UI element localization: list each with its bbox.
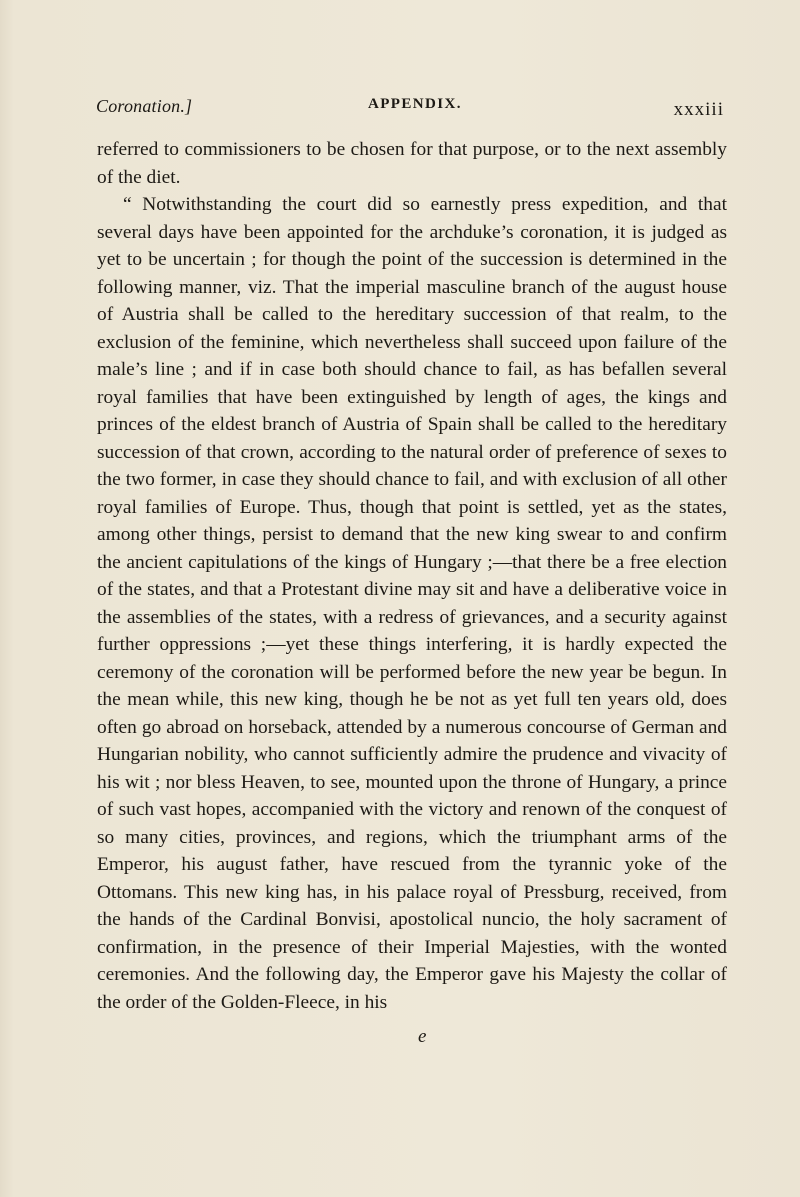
paragraph-quotation: “ Notwithstanding the court did so earnestly press expedition, and that several days have been appointed for the archduke’s coronation, it is judged as yet to be uncertain ; for though the point of the succession is determined in the following manner, viz. That the imperial masculine branch of the august house of Austria shall be called to the hereditary succession of that realm, to the exclusion of the feminine, which nevertheless shall succeed upon failure of the male’s line ; and if in case both should chance to fail, as has befallen several royal families that have been extinguished by length of ages, the kings and princes of the eldest branch of Austria of Spain shall be called to the hereditary succession of that crown, according to the natural order of preference of sexes to the two former, in case they should chance to fail, and with exclusion of all other royal families of Europe. Thus, though that point is settled, yet as the states, among other things, persist to demand that the new king swear to and confirm the ancient capitulations of the kings of Hungary ;—that there be a free election of the states, and that a Protestant divine may sit and have a deliberative voice in the assemblies of the states, with a redress of grievances, and a security against further oppressions ;—yet these things interfering, it is hardly expected the ceremony of the coronation will be performed before the new year be begun. In the mean while, this new king, though he be not as yet full ten years old, does often go abroad on horseback, attended by a numerous concourse of German and Hungarian nobility, who cannot sufficiently admire the prudence and vivacity of his wit ; nor bless Heaven, to see, mounted upon the throne of Hungary, a prince of such vast hopes, accompanied with the victory and renown of the conquest of so many cities, provinces, and regions, which the triumphant arms of the Emperor, his august father, have rescued from the tyrannic yoke of the Ottomans. This new king has, in his palace royal of Pressburg, received, from the hands of the Cardinal Bonvisi, apostolical nuncio, the holy sacrament of confirmation, in the presence of their Imperial Majesties, with the wonted ceremonies. And the following day, the Emperor gave his Majesty the collar of the order of the Golden-Fleece, in his: [97, 194, 727, 1013]
body-text: [97, 136, 727, 1016]
running-header: [96, 96, 724, 126]
paragraph-continuation: referred to commissioners to be chosen for that purpose, or to the next assembly of the diet.: [97, 139, 727, 188]
section-heading: APPENDIX.: [368, 96, 462, 112]
signature-mark: e: [418, 1026, 427, 1047]
running-title: Coronation.]: [96, 96, 193, 116]
page-number: xxxiii: [673, 99, 724, 120]
